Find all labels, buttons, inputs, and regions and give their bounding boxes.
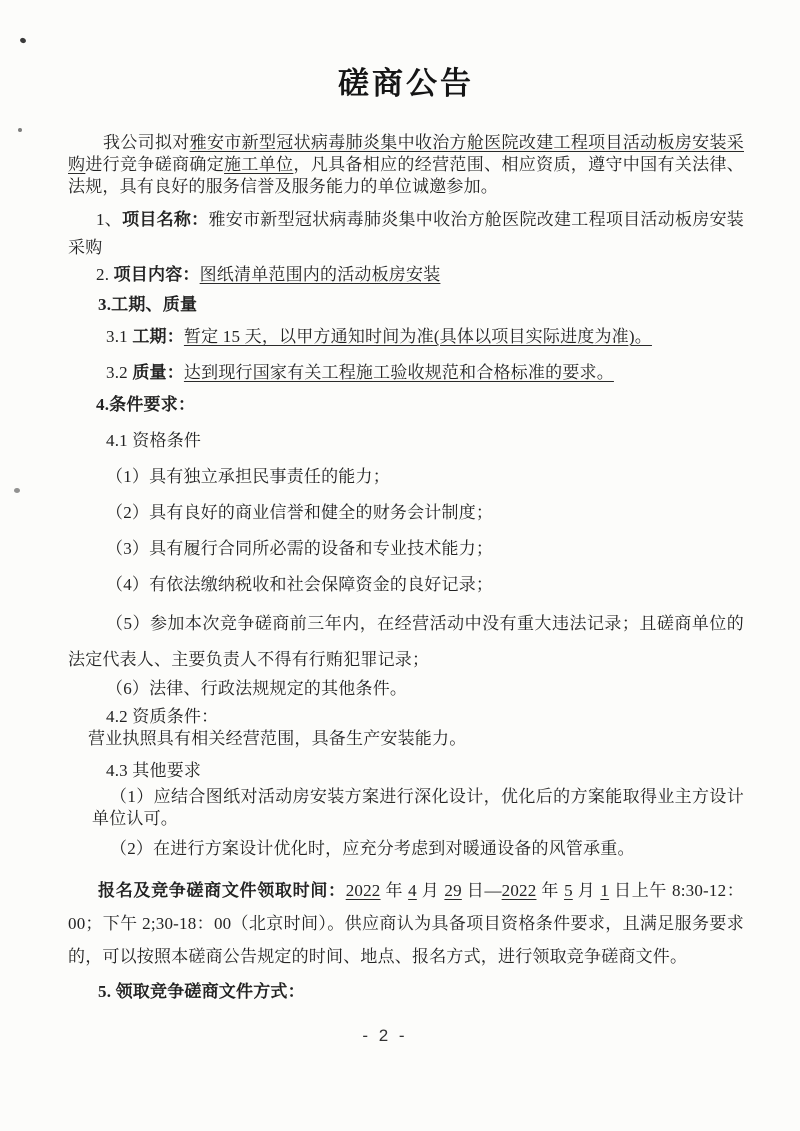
underlined-year: 2022 — [345, 881, 381, 900]
bold-label: 项目内容： — [113, 265, 200, 284]
item-4-2-text: 营业执照具有相关经营范围，具备生产安装能力。 — [88, 729, 467, 748]
qualification-item-1: （1）具有独立承担民事责任的能力； — [106, 467, 390, 486]
other-requirement-1: （1）应结合图纸对活动房安装方案进行深化设计，优化后的方案能取得业主方设计单位认可。 — [92, 787, 744, 828]
text-run: 月 — [416, 881, 445, 900]
qualification-item-6: （6）法律、行政法规规定的其他条件。 — [106, 679, 408, 698]
item-3-heading — [68, 294, 744, 316]
bold-label: 报名及竞争磋商文件领取时间： — [98, 881, 346, 900]
bold-label: 领取竞争磋商文件方式： — [115, 982, 305, 1001]
underlined-project-name: 雅安市新型冠状病毒肺炎集中收治方舱医院改建工程项目活动板房安装采购 — [68, 133, 744, 174]
qualification-item-2: （2）具有良好的商业信誉和健全的财务会计制度； — [106, 503, 494, 522]
item-5-heading — [68, 981, 744, 1003]
item-3-2-quality — [68, 362, 744, 384]
text-run: 进行竞争磋商确定 — [85, 155, 225, 174]
text-run: 日— — [461, 881, 502, 900]
item-number: 2. — [96, 265, 114, 284]
item-4-1-heading: 4.1 资格条件 — [106, 431, 202, 450]
item-4-heading — [68, 394, 744, 416]
item-2-project-content — [68, 264, 744, 286]
item-number: 3. — [98, 295, 112, 314]
signup-time-paragraph — [68, 874, 744, 973]
item-4-2-heading: 4.2 资质条件： — [106, 707, 219, 726]
item-number: 1、 — [96, 210, 123, 229]
text-run: ，凡具备相应的经营范围、相应资质，遵守中国有关法律、法规，具有良好的服务信誉及服务能力的单位诚邀参加。 — [68, 155, 745, 196]
item-3-1-duration — [68, 326, 744, 348]
item-number: 3.2 — [106, 363, 133, 382]
underlined-day: 1 — [600, 881, 610, 900]
other-requirement-2: （2）在进行方案设计优化时，应充分考虑到对暖通设备的风管承重。 — [110, 839, 635, 858]
underlined-year: 2022 — [501, 881, 537, 900]
item-number: 4. — [96, 395, 110, 414]
item-1-project-name — [68, 206, 744, 262]
bold-label: 工期： — [132, 327, 184, 346]
bold-label: 项目名称： — [122, 210, 209, 229]
underlined-text: 施工单位 — [224, 155, 294, 174]
item-number: 5. — [98, 982, 116, 1001]
text-run: 雅安市新型冠状病毒肺炎集中收治方舱医院改建工程项目活动板房安装采购 — [68, 210, 744, 257]
document-content — [68, 0, 744, 1003]
underlined-text: 图纸清单范围内的活动板房安装 — [199, 265, 441, 284]
bold-label: 条件要求： — [109, 395, 196, 414]
scan-speck — [14, 488, 20, 493]
text-run: 我公司拟对 — [103, 133, 190, 152]
underlined-text: 暂定 15 天，以甲方通知时间为准(具体以项目实际进度为准)。 — [183, 327, 652, 346]
item-number: 3.1 — [106, 327, 133, 346]
underlined-month: 4 — [408, 881, 417, 900]
scan-speck — [18, 128, 22, 132]
qualification-item-4: （4）有依法缴纳税收和社会保障资金的良好记录； — [106, 575, 494, 594]
bold-label: 工期、质量 — [111, 295, 198, 314]
bold-label: 质量： — [132, 363, 184, 382]
underlined-day: 29 — [444, 881, 462, 900]
qualification-item-5: （5）参加本次竞争磋商前三年内，在经营活动中没有重大违法记录；且磋商单位的法定代表人、主要负责人不得有行贿犯罪记录； — [68, 614, 744, 669]
text-run: 月 — [572, 881, 601, 900]
item-4-3-heading: 4.3 其他要求 — [106, 761, 202, 780]
underlined-month: 5 — [564, 881, 573, 900]
underlined-text: 达到现行国家有关工程施工验收规范和合格标准的要求。 — [183, 363, 614, 382]
text-run: 年 — [380, 881, 409, 900]
qualification-item-3: （3）具有履行合同所必需的设备和专业技术能力； — [106, 539, 494, 558]
page-title: 磋商公告 — [338, 66, 474, 101]
intro-paragraph — [68, 132, 744, 198]
text-run: 日上午 8:30-12：00；下午 2;30-18：00（北京时间）。供应商认为具备项目资格条件要求，且满足服务要求的，可以按照本磋商公告规定的时间、地点、报名方式，进行领取竞争磋商文件。 — [68, 881, 745, 966]
page-number: - 2 - — [362, 1026, 408, 1045]
text-run: 年 — [536, 881, 565, 900]
scan-speck — [19, 37, 27, 44]
